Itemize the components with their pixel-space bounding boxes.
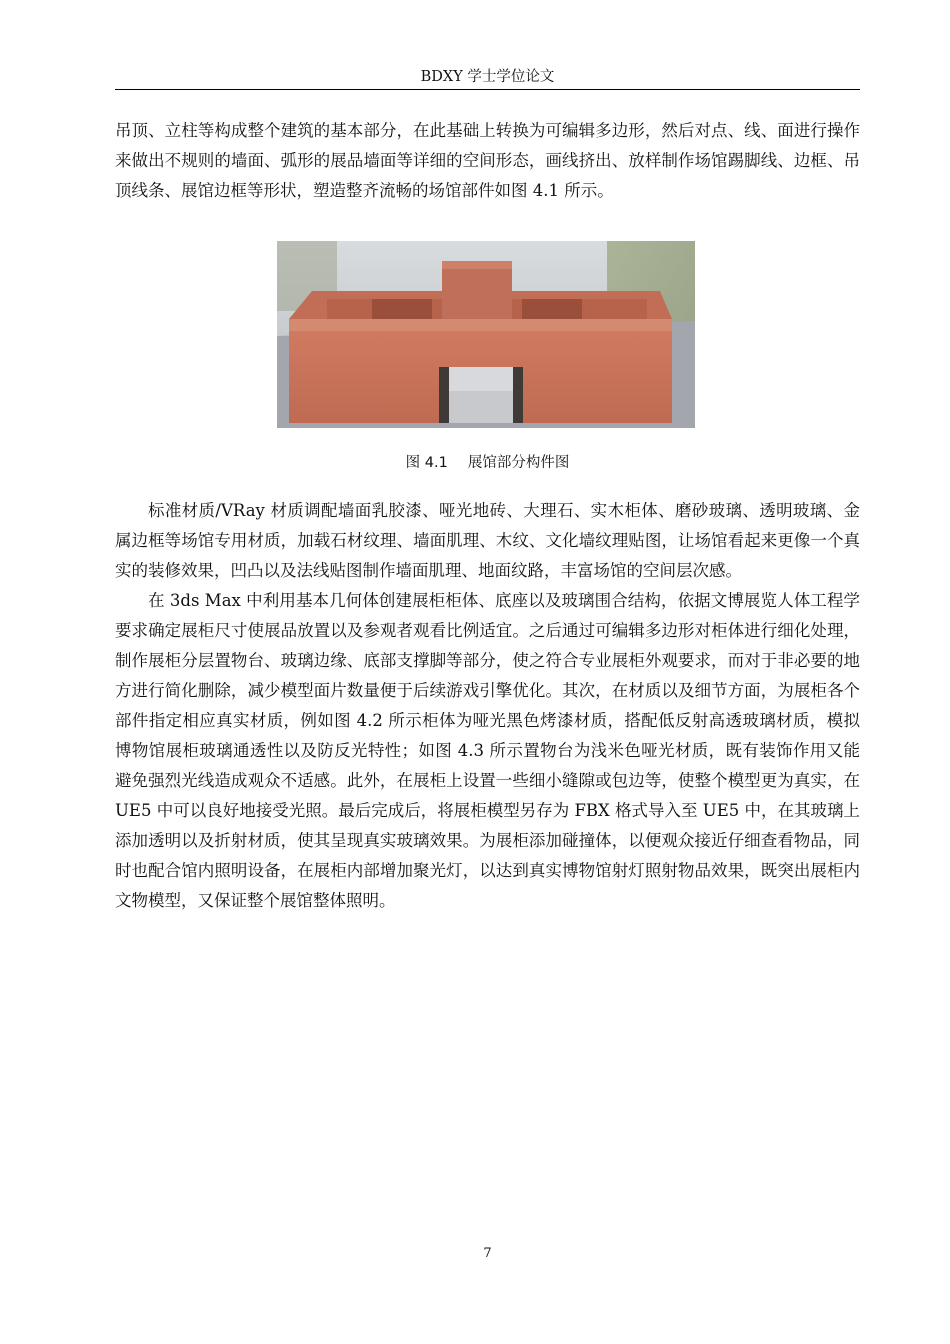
running-header: BDXY 学士学位论文 [420,69,555,85]
center-pillar-top [442,261,512,269]
body-text-bottom [115,496,860,916]
inner-recess-left [372,299,432,321]
inner-recess-right [522,299,582,321]
exhibition-hall-render-image [277,241,695,428]
center-pillar [442,261,512,321]
body-text-top [115,116,860,206]
figure-caption-text: 展馆部分构件图 [467,455,570,471]
page-number: 7 [483,1246,492,1261]
wall-top-front-edge [289,319,672,331]
paragraph: 在 3ds Max 中利用基本几何体创建展柜柜体、底座以及玻璃围合结构，依据文博展览人体工程学要求确定展柜尺寸使展品放置以及参观者观看比例适宜。之后通过可编辑多边形对柜体进行细化处理，制作展柜分层置物台、玻璃边缘、底部支撑脚等部分，使之符合专业展柜外观要求，而对于非必要的地方进行简化删除，减少模型面片数量便于后续游戏引擎优化。其次，在材质以及细节方面，为展柜各个部件指定相应真实材质，例如图 4.2 所示柜体为哑光黑色烤漆材质，搭配低反射高透玻璃材质，模拟博物馆展柜玻璃通透性以及防反光特性；如图 4.3 所示置物台为浅米色哑光材质，既有装饰作用又能避免强烈光线造成观众不适感。此外，在展柜上设置一些细小缝隙或包边等，使整个模型更为真实，在 UE5 中可以良好地接受光照。最后完成后，将展柜模型另存为 FBX 格式导入至 UE5 中，在其玻璃上添加透明以及折射材质，使其呈现真实玻璃效果。为展柜添加碰撞体，以便观众接近仔细查看物品，同时也配合馆内照明设备，在展柜内部增加聚光灯，以达到真实博物馆射灯照射物品效果，既突出展柜内文物模型，又保证整个展馆整体照明。 [115,591,860,910]
entrance-shadow-right [513,367,523,423]
entrance-shadow-left [439,367,449,423]
paragraph: 标准材质/VRay 材质调配墙面乳胶漆、哑光地砖、大理石、实木柜体、磨砂玻璃、透明玻璃、金属边框等场馆专用材质，加载石材纹理、墙面肌理、木纹、文化墙纹理贴图，让场馆看起来更像一个真实的装修效果，凹凸以及法线贴图制作墙面肌理、地面纹路，丰富场馆的空间层次感。 [115,501,860,580]
figure-exhibition-hall-render [277,241,695,428]
figure-number: 图 4.1 [405,455,448,471]
paragraph: 吊顶、立柱等构成整个建筑的基本部分，在此基础上转换为可编辑多边形，然后对点、线、面进行操作来做出不规则的墙面、弧形的展品墙面等详细的空间形态，画线挤出、放样制作场馆踢脚线、边框、吊顶线条、展馆边框等形状，塑造整齐流畅的场馆部件如图 4.1 所示。 [115,121,860,200]
entrance-floor [449,391,513,423]
figure-caption [115,450,860,476]
header-rule [115,89,860,90]
